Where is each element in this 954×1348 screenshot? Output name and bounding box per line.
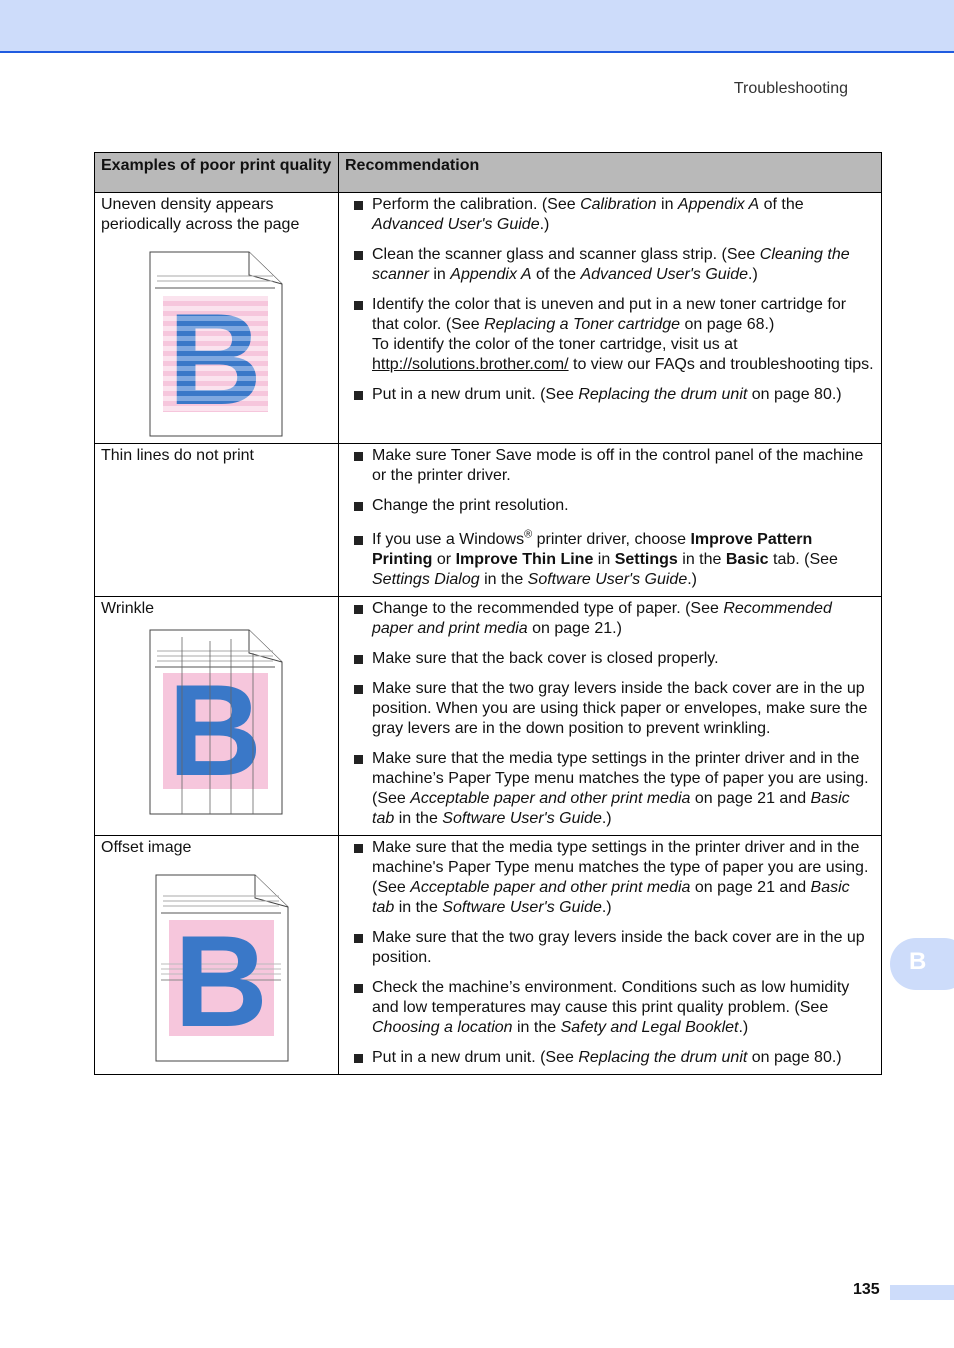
table-row [95,193,882,444]
chapter-side-tab [890,938,954,990]
chapter-letter: B [909,948,927,975]
illustration-letter: B [168,657,262,803]
square-bullet-icon [354,301,363,310]
square-bullet-icon [354,251,363,260]
page-number: 135 [853,1281,880,1298]
recommendation-cell [339,444,882,597]
problem-text: Offset image [101,839,192,856]
section-title: Troubleshooting [733,80,848,97]
square-bullet-icon [354,605,363,614]
column-header-recommendation: Recommendation [339,153,882,193]
recommendation-cell [339,836,882,1075]
list-item: Make sure that the media type settings in the printer driver and in the machine's Paper Type menu matches the type of paper you are using. (See Acceptable paper and other print media on page 21 and Basic tab in the Software User's Guide.) [345,838,875,918]
problem-text: Thin lines do not print [101,447,254,464]
square-bullet-icon [354,685,363,694]
list-item: Change the print resolution. [345,496,875,516]
problem-cell [95,444,339,597]
recommendation-cell [339,193,882,444]
square-bullet-icon [354,201,363,210]
list-item: Change to the recommended type of paper. (See Recommended paper and print media on page 21.) [345,599,875,639]
problem-text: Uneven density appears periodically across the page [101,196,300,233]
problem-cell [95,836,339,1075]
recommendation-cell [339,597,882,836]
square-bullet-icon [354,844,363,853]
list-item: Make sure that the two gray levers inside the back cover are in the up position. [345,928,875,968]
column-header-examples: Examples of poor print quality [95,153,339,193]
list-item: Make sure that the back cover is closed properly. [345,649,875,669]
square-bullet-icon [354,934,363,943]
problem-cell [95,193,339,444]
list-item: Make sure Toner Save mode is off in the control panel of the machine or the printer driver. [345,446,875,486]
illustration-letter: B [168,286,262,432]
table-header-row [95,153,882,193]
list-item: Make sure that the two gray levers inside the back cover are in the up position. When you are using thick paper or envelopes, make sure the gray levers are in the down position to prevent wrinkling. [345,679,875,739]
wrinkle-illustration [149,629,283,815]
list-item: Make sure that the media type settings in the printer driver and in the machine’s Paper Type menu matches the type of paper you are using. (See Acceptable paper and other print media on page 21 and Basic tab in the Software User's Guide.) [345,749,875,829]
list-item: Put in a new drum unit. (See Replacing the drum unit on page 80.) [345,385,875,405]
square-bullet-icon [354,655,363,664]
square-bullet-icon [354,391,363,400]
square-bullet-icon [354,536,363,545]
list-item: Clean the scanner glass and scanner glass strip. (See Cleaning the scanner in Appendix A of the Advanced User's Guide.) [345,245,875,285]
solutions-link[interactable]: http://solutions.brother.com/ [372,356,569,373]
square-bullet-icon [354,984,363,993]
illustration-letter: B [174,908,268,1054]
table-row [95,597,882,836]
square-bullet-icon [354,755,363,764]
square-bullet-icon [354,1054,363,1063]
offset-image-illustration [155,874,289,1062]
uneven-density-illustration [149,251,283,437]
list-item: Perform the calibration. (See Calibration in Appendix A of the Advanced User's Guide.) [345,195,875,235]
print-quality-table [94,152,882,1075]
problem-cell [95,597,339,836]
top-header-band [0,0,954,53]
square-bullet-icon [354,452,363,461]
table-row [95,836,882,1075]
list-item: Put in a new drum unit. (See Replacing the drum unit on page 80.) [345,1048,875,1068]
list-item: If you use a Windows® printer driver, choose Improve Pattern Printing or Improve Thin Line in Settings in the Basic tab. (See Settings Dialog in the Software User's Guide.) [345,530,875,590]
page-number-bar [890,1285,954,1300]
square-bullet-icon [354,502,363,511]
list-item: Identify the color that is uneven and put in a new toner cartridge for that color. (See Replacing a Toner cartridge on page 68.) To identify the color of the toner cartridge, visit us at http://solutions.brother.com/ to view our FAQs and troubleshooting tips. [345,295,875,375]
table-row [95,444,882,597]
problem-text: Wrinkle [101,600,155,617]
list-item: Check the machine’s environment. Conditions such as low humidity and low temperatures may cause this print quality problem. (See Choosing a location in the Safety and Legal Booklet.) [345,978,875,1038]
